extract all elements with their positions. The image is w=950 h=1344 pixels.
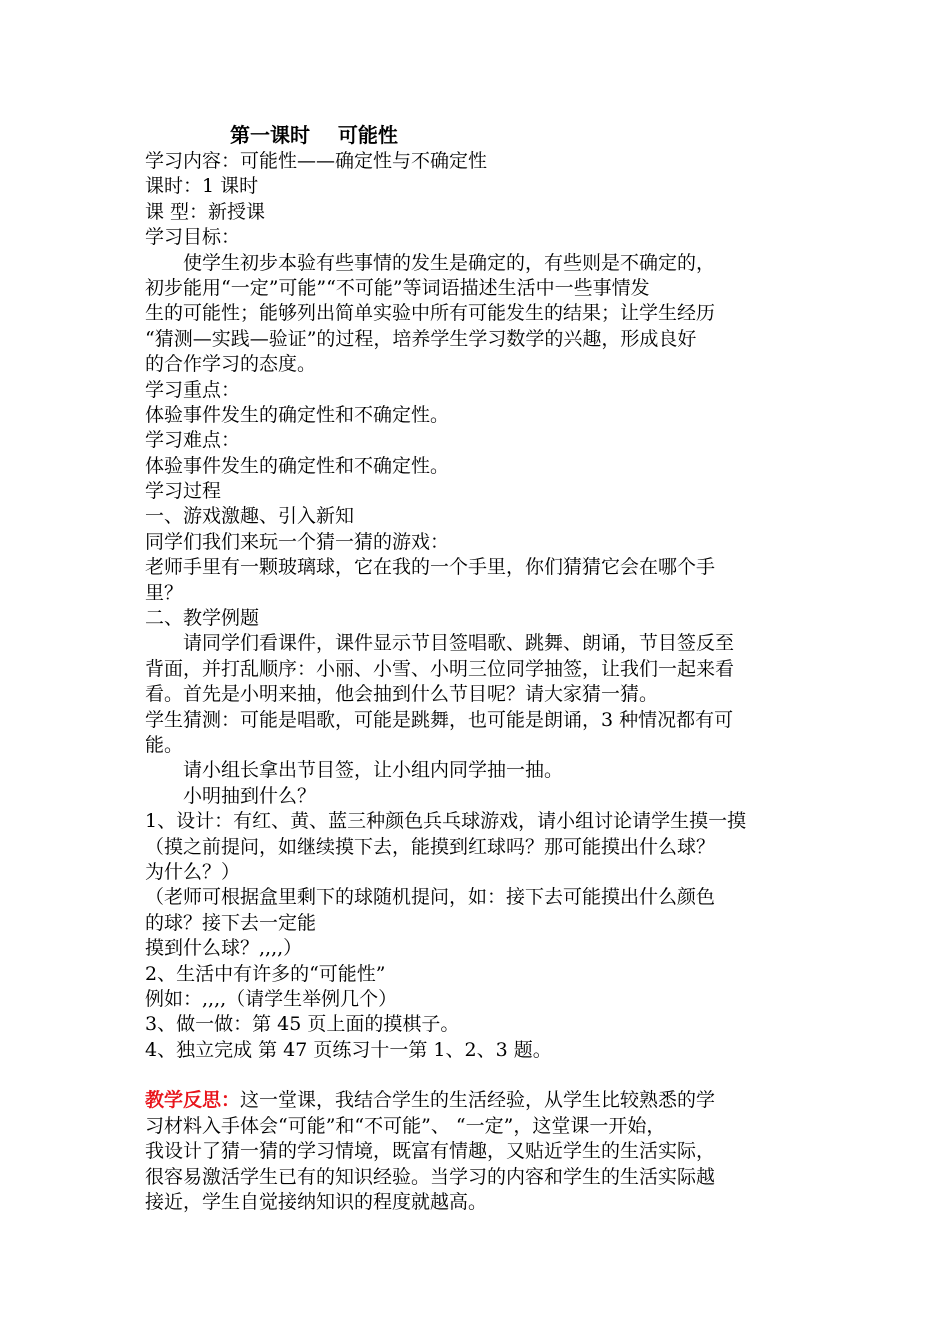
paragraph-line: 例如：,,,,（请学生举例几个） [145, 987, 398, 1010]
reflection-label: 教学反思： [145, 1089, 241, 1112]
reflection-text: 接近，学生自觉接纳知识的程度就越高。 [145, 1191, 488, 1214]
difficulties-heading: 学习难点： [145, 429, 241, 452]
reflection-text: 我设计了猜一猜的学习情境，既富有情趣，又贴近学生的生活实际， [145, 1140, 716, 1163]
paragraph-line: 请同学们看课件，课件显示节目签唱歌、跳舞、朗诵，节目签反至 [183, 632, 735, 655]
lesson-body [145, 149, 815, 1215]
objectives-text: “猜测—实践—验证”的过程，培养学生学习数学的兴趣，形成良好 [145, 327, 697, 350]
key-points-text: 体验事件发生的确定性和不确定性。 [145, 403, 450, 426]
paragraph-line: 背面，并打乱顺序：小丽、小雪、小明三位同学抽签，让我们一起来看 [145, 657, 735, 680]
lesson-title: 第一课时 可能性 [230, 123, 398, 147]
paragraph-line: 为什么？） [145, 860, 241, 883]
section-heading: 二、教学例题 [145, 607, 260, 630]
paragraph-line: （老师可根据盒里剩下的球随机提问，如：接下去可能摸出什么颜色 [145, 886, 716, 909]
paragraph-line: 2、生活中有许多的“可能性” [145, 962, 386, 985]
objectives-text: 使学生初步本验有些事情的发生是确定的，有些则是不确定的， [183, 251, 716, 274]
objectives-text: 的合作学习的态度。 [145, 353, 317, 376]
objectives-text: 生的可能性；能够列出简单实验中所有可能发生的结果；让学生经历 [145, 302, 716, 325]
paragraph-line: 能。 [145, 733, 184, 756]
blank-line [145, 1063, 815, 1088]
reflection-first-line [145, 1088, 815, 1113]
paragraph-line: 看。首先是小明来抽，他会抽到什么节目呢？请大家猜一猜。 [145, 683, 659, 706]
paragraph-line: 里？ [145, 581, 184, 604]
paragraph-line: 请小组长拿出节目签，让小组内同学抽一抽。 [183, 759, 564, 782]
key-points-heading: 学习重点： [145, 378, 241, 401]
paragraph-line: （摸之前提问，如继续摸下去，能摸到红球吗？那可能摸出什么球？ [145, 835, 716, 858]
paragraph-line: 3、做一做：第 45 页上面的摸棋子。 [145, 1013, 460, 1036]
reflection-text: 这一堂课，我结合学生的生活经验，从学生比较熟悉的学 [240, 1089, 716, 1112]
process-heading: 学习过程 [145, 480, 222, 503]
period-line: 课时：1 课时 [145, 175, 259, 198]
paragraph-line: 同学们我们来玩一个猜一猜的游戏： [145, 530, 450, 553]
section-heading: 一、游戏激趣、引入新知 [145, 505, 355, 528]
objectives-heading: 学习目标： [145, 226, 241, 249]
paragraph-line: 的球？接下去一定能 [145, 911, 317, 934]
paragraph-line: 摸到什么球？,,,,） [145, 937, 303, 960]
reflection-text: 很容易激活学生已有的知识经验。当学习的内容和学生的生活实际越 [145, 1165, 716, 1188]
paragraph-line: 小明抽到什么？ [183, 784, 317, 807]
objectives-text: 初步能用“一定”可能”“不可能”等词语描述生活中一些事情发 [145, 276, 650, 299]
difficulties-text: 体验事件发生的确定性和不确定性。 [145, 454, 450, 477]
paragraph-line: 4、独立完成 第 47 页练习十一第 1、2、3 题。 [145, 1038, 552, 1061]
reflection-text: 习材料入手体会“可能”和“不可能”、 “一定”，这堂课一开始， [145, 1114, 666, 1137]
type-line: 课 型：新授课 [145, 200, 266, 223]
content-line: 学习内容：可能性——确定性与不确定性 [145, 150, 488, 172]
paragraph-line: 学生猜测：可能是唱歌，可能是跳舞，也可能是朗诵，3 种情况都有可 [145, 708, 734, 731]
paragraph-line: 1、设计：有红、黄、蓝三种颜色兵乓球游戏，请小组讨论请学生摸一摸 [145, 810, 747, 833]
paragraph-line: 老师手里有一颗玻璃球，它在我的一个手里，你们猜猜它会在哪个手 [145, 556, 716, 579]
